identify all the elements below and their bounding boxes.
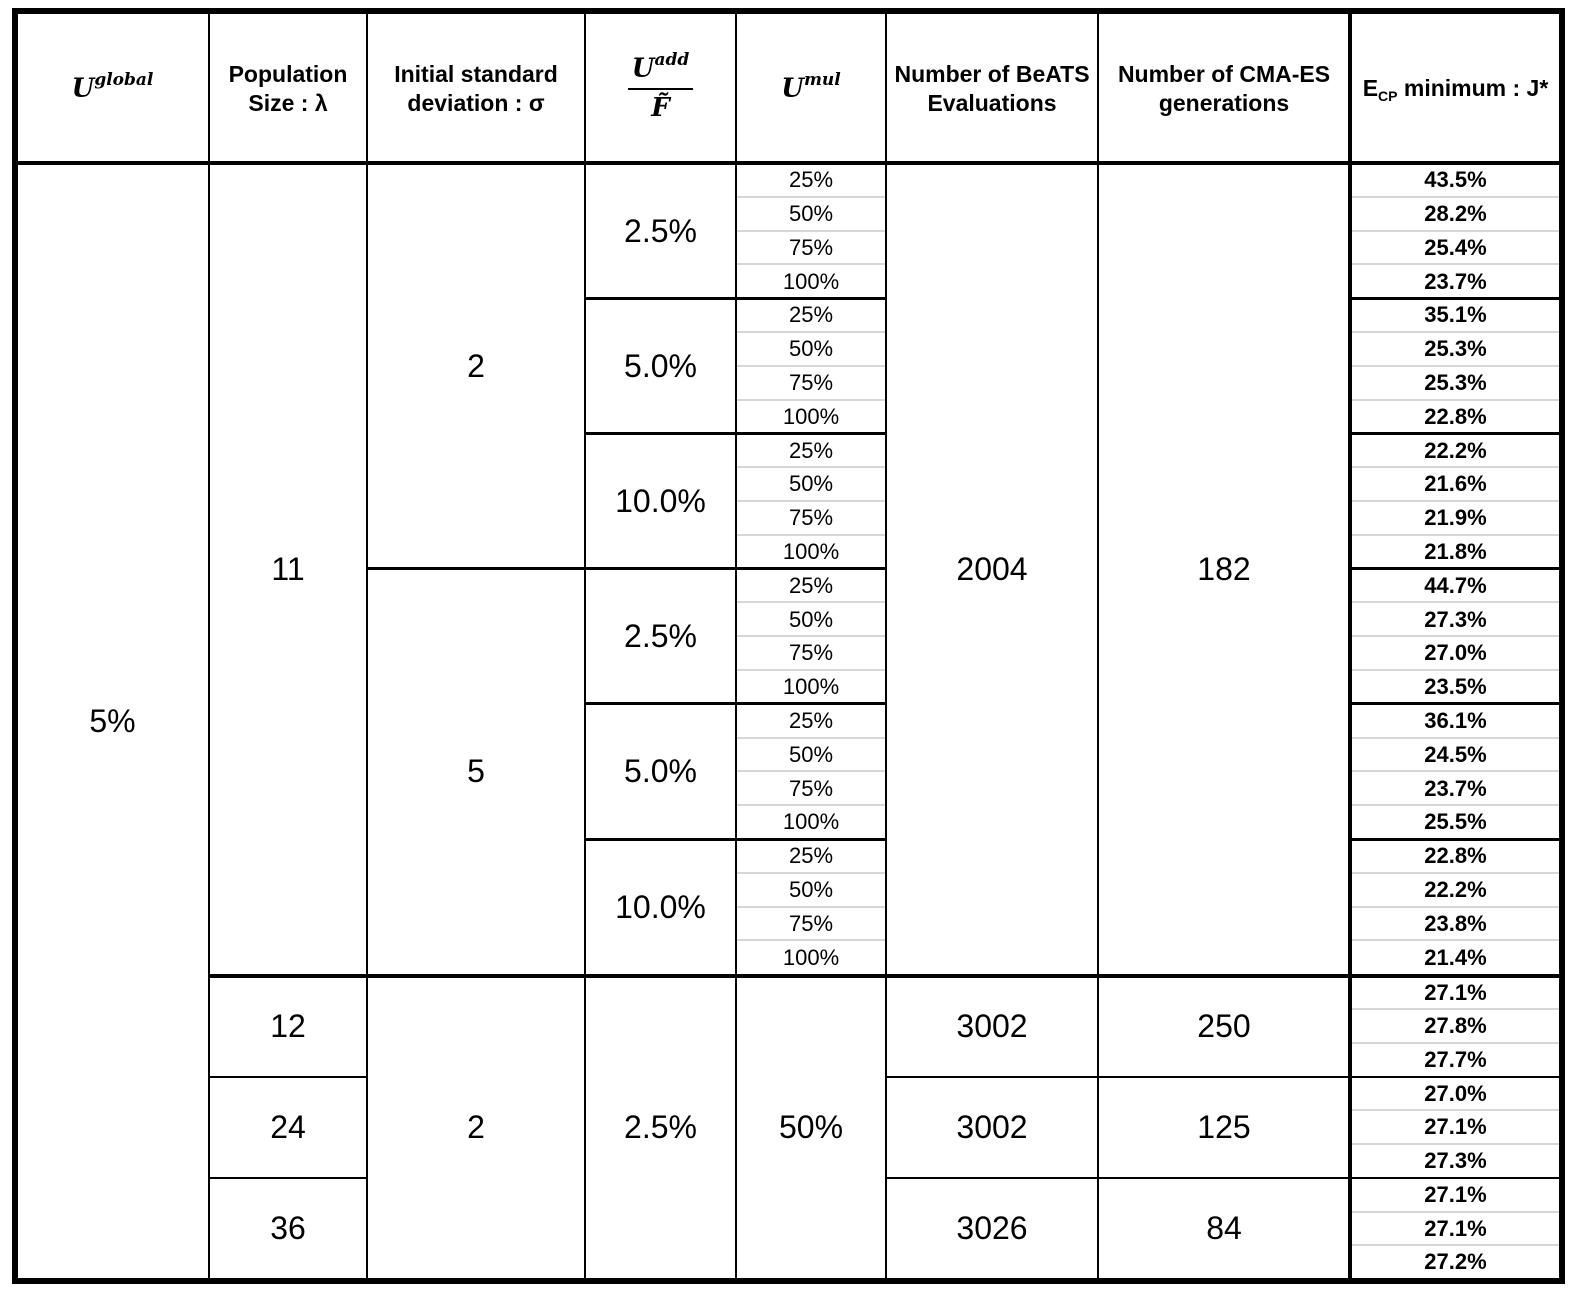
u-mul-value: 50% xyxy=(788,741,834,767)
u-mul-value: 75% xyxy=(788,234,834,260)
j-star-value: 21.6% xyxy=(1424,471,1487,497)
header-population-label: Population Size : λ xyxy=(228,60,348,116)
column-divider xyxy=(1559,8,1565,1284)
u-mul-value: 100% xyxy=(782,268,840,294)
j-star-value: 28.2% xyxy=(1424,200,1487,226)
j-star-value: 22.2% xyxy=(1424,876,1487,902)
j-star-value: 44.7% xyxy=(1424,572,1487,598)
j-star-value: 27.7% xyxy=(1424,1047,1487,1073)
row-divider xyxy=(12,1278,1565,1284)
u-mul-value: 25% xyxy=(788,707,834,733)
j-star-value: 22.8% xyxy=(1424,403,1487,429)
u-mul-value: 100% xyxy=(782,944,840,970)
u-mul-value: 50% xyxy=(788,471,834,497)
beats-evaluations-value: 3026 xyxy=(956,1210,1028,1247)
header-cmaes-generations xyxy=(1098,14,1350,163)
u-mul-value: 25% xyxy=(788,572,834,598)
header-initial-sigma xyxy=(367,14,585,163)
u-mul-value: 75% xyxy=(788,369,834,395)
j-star-value: 22.8% xyxy=(1424,843,1487,869)
header-beats-evaluations xyxy=(886,14,1098,163)
header-cmaes-label: Number of CMA-ES generations xyxy=(1117,60,1331,116)
cmaes-generations-value: 250 xyxy=(1197,1008,1251,1045)
j-star-value: 27.0% xyxy=(1424,640,1487,666)
j-star-value: 21.9% xyxy=(1424,505,1487,531)
population-size-value: 11 xyxy=(271,550,305,587)
header-population-size xyxy=(209,14,367,163)
u-mul-value: 100% xyxy=(782,809,840,835)
column-divider xyxy=(208,14,210,1279)
j-star-value: 27.0% xyxy=(1424,1080,1487,1106)
j-star-value: 23.5% xyxy=(1424,674,1487,700)
u-add-value: 2.5% xyxy=(624,212,697,249)
column-divider xyxy=(366,14,368,1279)
u-add-value: 2.5% xyxy=(624,1109,697,1146)
j-star-value: 25.3% xyxy=(1424,336,1487,362)
header-u-global xyxy=(16,14,209,163)
header-ecp-minimum xyxy=(1350,14,1561,163)
column-divider xyxy=(735,14,737,1279)
u-add-value: 10.0% xyxy=(615,482,706,519)
u-mul-value: 25% xyxy=(788,167,834,193)
j-star-value: 35.1% xyxy=(1424,302,1487,328)
u-mul-value: 100% xyxy=(782,403,840,429)
header-sigma-label: Initial standard deviation : σ xyxy=(394,60,558,116)
u-add-value: 2.5% xyxy=(624,618,697,655)
header-u-mul xyxy=(736,14,886,163)
u-mul-value: 75% xyxy=(788,775,834,801)
j-star-value: 27.2% xyxy=(1424,1249,1487,1275)
population-size-value: 24 xyxy=(270,1109,306,1146)
u-add-value: 5.0% xyxy=(624,753,697,790)
header-ecp-label: $E_{CP}$ minimum : J* xyxy=(1362,75,1549,105)
u-mul-value: 50% xyxy=(778,1109,844,1146)
u-mul-value: 50% xyxy=(788,876,834,902)
j-star-value: 27.8% xyxy=(1424,1013,1487,1039)
row-divider xyxy=(12,161,1565,165)
beats-evaluations-value: 3002 xyxy=(956,1008,1028,1045)
beats-evaluations-value: 2004 xyxy=(956,550,1028,587)
header-beats-label: Number of BeATS Evaluations xyxy=(894,60,1090,116)
j-star-value: 23.8% xyxy=(1424,910,1487,936)
j-star-value: 27.1% xyxy=(1424,1181,1487,1207)
u-mul-value: 50% xyxy=(788,336,834,362)
u-mul-value: 25% xyxy=(788,302,834,328)
j-star-value: 25.5% xyxy=(1424,809,1487,835)
sigma-value: 2 xyxy=(467,347,485,384)
column-divider xyxy=(1097,14,1099,1279)
u-mul-value: 75% xyxy=(788,640,834,666)
u-add-value: 10.0% xyxy=(615,888,706,925)
u-add-value: 5.0% xyxy=(624,347,697,384)
column-divider xyxy=(12,8,18,1284)
j-star-value: 25.3% xyxy=(1424,369,1487,395)
j-star-value: 43.5% xyxy=(1424,167,1487,193)
population-size-value: 12 xyxy=(270,1008,306,1045)
row-divider xyxy=(12,8,1565,14)
u-global-value: 5% xyxy=(89,703,136,739)
u-mul-value: 100% xyxy=(782,674,840,700)
j-star-value: 27.3% xyxy=(1424,606,1487,632)
population-size-value: 36 xyxy=(270,1210,306,1247)
column-divider xyxy=(1348,14,1352,1279)
j-star-value: 21.4% xyxy=(1424,944,1487,970)
beats-evaluations-value: 3002 xyxy=(956,1109,1028,1146)
header-u-add-fraction xyxy=(585,14,736,163)
sigma-value: 2 xyxy=(467,1109,485,1146)
j-star-value: 23.7% xyxy=(1424,775,1487,801)
j-star-value: 27.3% xyxy=(1424,1148,1487,1174)
u-mul-symbol: $U^{mul}$ xyxy=(781,69,841,104)
column-divider xyxy=(584,14,586,1279)
cmaes-generations-value: 182 xyxy=(1197,550,1251,587)
column-divider xyxy=(885,14,887,1279)
j-star-value: 36.1% xyxy=(1424,707,1487,733)
j-star-value: 27.1% xyxy=(1424,1114,1487,1140)
j-star-value: 27.1% xyxy=(1424,979,1487,1005)
u-mul-value: 75% xyxy=(788,910,834,936)
u-mul-value: 50% xyxy=(788,606,834,632)
sigma-value: 5 xyxy=(467,753,485,790)
u-add-fraction: $\frac{U^{add}}{F̃}$ xyxy=(628,52,693,125)
j-star-value: 27.1% xyxy=(1424,1215,1487,1241)
u-mul-value: 50% xyxy=(788,200,834,226)
u-mul-value: 25% xyxy=(788,843,834,869)
u-mul-value: 25% xyxy=(788,437,834,463)
j-star-value: 21.8% xyxy=(1424,538,1487,564)
u-global-symbol: $U^{global}$ xyxy=(71,69,154,104)
u-mul-value: 100% xyxy=(782,538,840,564)
j-star-value: 23.7% xyxy=(1424,268,1487,294)
cmaes-generations-value: 84 xyxy=(1206,1210,1242,1247)
u-mul-value: 75% xyxy=(788,505,834,531)
j-star-value: 25.4% xyxy=(1424,234,1487,260)
j-star-value: 24.5% xyxy=(1424,741,1487,767)
j-star-value: 22.2% xyxy=(1424,437,1487,463)
cmaes-generations-value: 125 xyxy=(1197,1109,1251,1146)
